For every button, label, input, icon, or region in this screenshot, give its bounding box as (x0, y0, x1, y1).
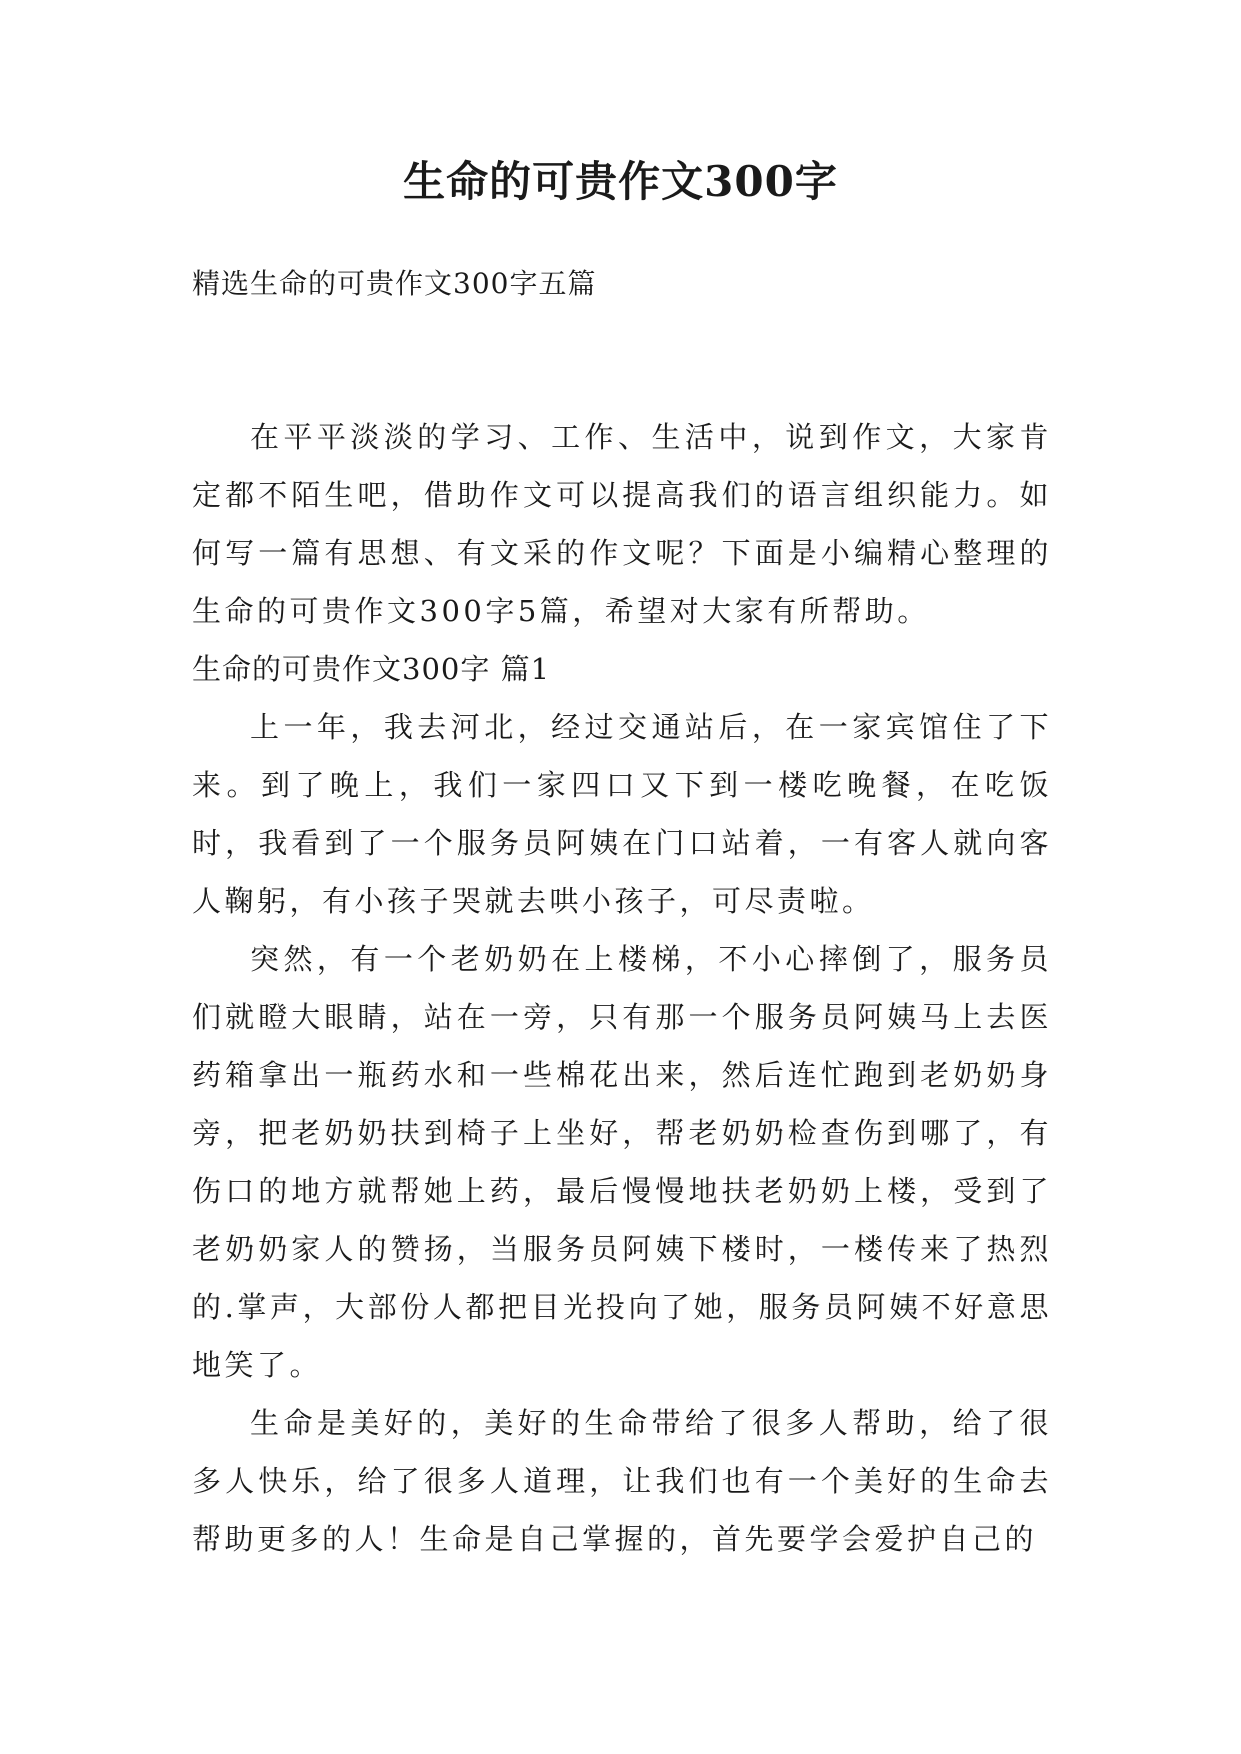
section-heading: 生命的可贵作文300字 篇1 (192, 652, 551, 686)
intro-paragraph: 在平平淡淡的学习、工作、生活中，说到作文，大家肯定都不陌生吧，借助作文可以提高我们的语言组织能力。如何写一篇有思想、有文采的作文呢？下面是小编精心整理的生命的可贵作文300字5篇，希望对大家有所帮助。 (192, 420, 1052, 628)
body-paragraph: 生命是美好的，美好的生命带给了很多人帮助，给了很多人快乐，给了很多人道理，让我们也有一个美好的生命去帮助更多的人！生命是自己掌握的，首先要学会爱护自己的 (192, 1406, 1052, 1556)
document-subtitle: 精选生命的可贵作文300字五篇 (192, 267, 597, 300)
document-title: 生命的可贵作文300字 (403, 157, 838, 206)
document-body (192, 408, 1052, 1568)
body-paragraph: 突然，有一个老奶奶在上楼梯，不小心摔倒了，服务员们就瞪大眼睛，站在一旁，只有那一个服务员阿姨马上去医药箱拿出一瓶药水和一些棉花出来，然后连忙跑到老奶奶身旁，把老奶奶扶到椅子上坐好，帮老奶奶检查伤到哪了，有伤口的地方就帮她上药，最后慢慢地扶老奶奶上楼，受到了老奶奶家人的赞扬，当服务员阿姨下楼时，一楼传来了热烈的.掌声，大部份人都把目光投向了她，服务员阿姨不好意思地笑了。 (192, 942, 1052, 1382)
body-paragraph: 上一年，我去河北，经过交通站后，在一家宾馆住了下来。到了晚上，我们一家四口又下到一楼吃晚餐，在吃饭时，我看到了一个服务员阿姨在门口站着，一有客人就向客人鞠躬，有小孩子哭就去哄小孩子，可尽责啦。 (192, 710, 1052, 918)
